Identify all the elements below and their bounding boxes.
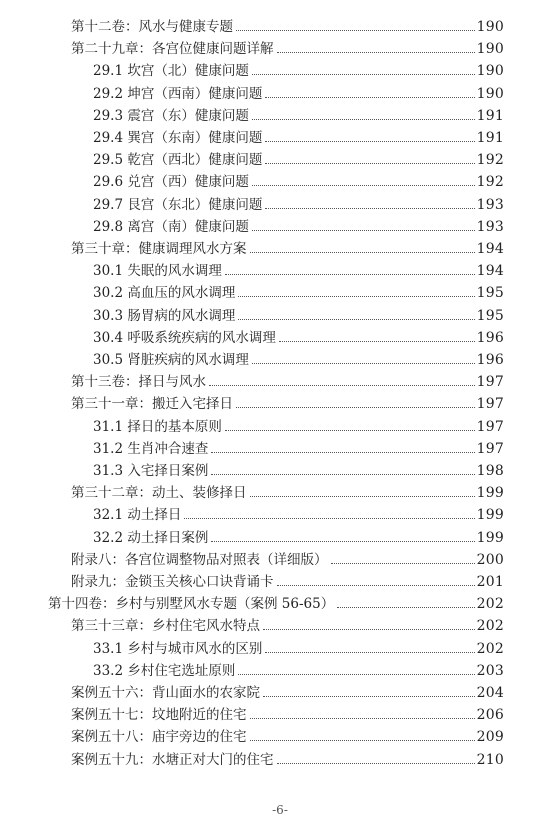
toc-entry[interactable] — [93, 436, 504, 458]
dot-leader — [252, 230, 475, 231]
toc-entry-page: 194 — [476, 263, 504, 280]
toc-entry-page: 190 — [476, 63, 504, 80]
dot-leader — [238, 674, 474, 675]
dot-leader — [236, 30, 475, 31]
toc-entry-page: 197 — [476, 440, 504, 457]
toc-entry-title: 第三十二章：动土、装修择日 — [71, 485, 247, 502]
toc-entry[interactable] — [93, 58, 504, 80]
dot-leader — [184, 518, 474, 519]
toc-entry[interactable] — [93, 325, 504, 347]
toc-entry[interactable] — [71, 547, 504, 569]
toc-entry-title: 30.1 失眠的风水调理 — [93, 263, 222, 280]
dot-leader — [250, 496, 475, 497]
toc-entry-title: 案例五十九：水塘正对大门的住宅 — [71, 751, 274, 768]
toc-entry[interactable] — [48, 591, 504, 613]
toc-entry[interactable] — [71, 569, 504, 591]
toc-entry-title: 29.2 坤宫（西南）健康问题 — [93, 85, 263, 102]
dot-leader — [250, 718, 475, 719]
toc-entry-page: 190 — [476, 19, 504, 35]
dot-leader — [265, 163, 474, 164]
toc-entry-title: 第三十三章：乡村住宅风水特点 — [71, 618, 260, 635]
dot-leader — [265, 652, 474, 653]
toc-entry-page: 199 — [476, 485, 504, 502]
toc-entry-title: 30.4 呼吸系统疾病的风水调理 — [93, 329, 276, 346]
toc-entry[interactable] — [93, 214, 504, 236]
toc-entry[interactable] — [93, 502, 504, 524]
toc-entry-page: 194 — [476, 241, 504, 257]
toc-entry-page: 193 — [476, 218, 504, 235]
toc-entry-title: 案例五十六：背山面水的农家院 — [71, 685, 260, 701]
toc-entry-title: 30.5 肾脏疾病的风水调理 — [93, 352, 249, 368]
dot-leader — [238, 296, 474, 297]
toc-entry[interactable] — [71, 747, 504, 769]
dot-leader — [331, 563, 475, 564]
toc-entry-title: 32.1 动土择日 — [93, 507, 182, 524]
dot-leader — [211, 474, 474, 475]
toc-entry-title: 案例五十七：坟地附近的住宅 — [71, 707, 247, 724]
toc-entry-page: 202 — [476, 618, 504, 635]
toc-entry-page: 196 — [476, 329, 504, 346]
dot-leader — [250, 740, 475, 741]
toc-entry-title: 29.1 坎宫（北）健康问题 — [93, 63, 249, 80]
toc-entry[interactable] — [93, 347, 504, 369]
toc-entry-page: 199 — [476, 529, 504, 546]
toc-entry-page: 191 — [476, 130, 504, 146]
dot-leader — [211, 541, 474, 542]
toc-entry-title: 第十四卷：乡村与别墅风水专题（案例 56-65） — [48, 596, 335, 613]
toc-entry-page: 196 — [476, 352, 504, 368]
toc-entry[interactable] — [71, 680, 504, 702]
toc-entry[interactable] — [93, 258, 504, 280]
toc-entry-title: 29.7 艮宫（东北）健康问题 — [93, 196, 263, 213]
toc-entry-page: 200 — [476, 551, 504, 568]
toc-entry-title: 30.2 高血压的风水调理 — [93, 285, 236, 302]
toc-entry[interactable] — [93, 636, 504, 658]
toc-entry-title: 第三十章：健康调理风水方案 — [71, 241, 247, 257]
dot-leader — [238, 319, 474, 320]
toc-entry[interactable] — [93, 81, 504, 103]
toc-entry-title: 29.3 震宫（东）健康问题 — [93, 107, 249, 124]
toc-entry-page: 190 — [476, 41, 504, 58]
toc-entry-title: 31.3 入宅择日案例 — [93, 463, 209, 479]
dot-leader — [263, 629, 475, 630]
toc-entry[interactable] — [93, 658, 504, 680]
dot-leader — [211, 452, 474, 453]
toc-entry-title: 32.2 动土择日案例 — [93, 529, 209, 546]
toc-entry-page: 206 — [476, 707, 504, 724]
toc-entry[interactable] — [71, 702, 504, 724]
toc-entry[interactable] — [71, 236, 504, 258]
toc-entry-title: 第二十九章：各宫位健康问题详解 — [71, 41, 274, 58]
toc-entry-title: 第十二卷：风水与健康专题 — [71, 19, 233, 35]
toc-entry[interactable] — [93, 303, 504, 325]
toc-entry-title: 30.3 肠胃病的风水调理 — [93, 307, 236, 324]
toc-entry[interactable] — [93, 414, 504, 436]
toc-entry-title: 附录八：各宫位调整物品对照表（详细版） — [71, 551, 328, 568]
dot-leader — [277, 763, 475, 764]
toc-entry-page: 198 — [476, 463, 504, 479]
toc-entry-title: 31.2 生肖冲合速查 — [93, 440, 209, 457]
toc-entry-page: 202 — [476, 640, 504, 657]
toc-entry[interactable] — [71, 369, 504, 391]
toc-entry[interactable] — [71, 391, 504, 413]
dot-leader — [337, 607, 474, 608]
dot-leader — [265, 141, 474, 142]
toc-entry[interactable] — [71, 14, 504, 36]
toc-entry-title: 案例五十八：庙宇旁边的住宅 — [71, 729, 247, 746]
toc-entry-page: 197 — [476, 396, 504, 413]
toc-entry[interactable] — [93, 147, 504, 169]
dot-leader — [277, 585, 475, 586]
toc-entry-title: 33.1 乡村与城市风水的区别 — [93, 640, 263, 657]
toc-entry-page: 197 — [476, 418, 504, 435]
dot-leader — [279, 341, 475, 342]
dot-leader — [252, 363, 475, 364]
dot-leader — [265, 208, 474, 209]
toc-entry-page: 195 — [476, 285, 504, 302]
toc-entry[interactable] — [93, 169, 504, 191]
toc-entry-page: 199 — [476, 507, 504, 524]
toc-entry-page: 193 — [476, 196, 504, 213]
toc-entry-page: 195 — [476, 307, 504, 324]
toc-entry[interactable] — [71, 480, 504, 502]
toc-entry[interactable] — [71, 613, 504, 635]
toc-entry-page: 204 — [476, 685, 504, 701]
toc-entry-title: 附录九：金锁玉关核心口诀背诵卡 — [71, 574, 274, 590]
dot-leader — [277, 52, 475, 53]
toc-entry-title: 第三十一章：搬迁入宅择日 — [71, 396, 233, 413]
toc-entry-page: 202 — [476, 596, 504, 613]
dot-leader — [250, 252, 475, 253]
dot-leader — [225, 430, 475, 431]
toc-entry-page: 197 — [476, 374, 504, 391]
dot-leader — [265, 97, 474, 98]
toc-entry-title: 第十三卷：择日与风水 — [71, 374, 206, 391]
toc-entry-title: 29.8 离宫（南）健康问题 — [93, 218, 249, 235]
toc-entry-page: 210 — [476, 751, 504, 768]
toc-entry-page: 203 — [476, 662, 504, 679]
toc-entry[interactable] — [71, 724, 504, 746]
toc-entry[interactable] — [93, 192, 504, 214]
toc-entry-page: 190 — [476, 85, 504, 102]
toc-entry[interactable] — [93, 458, 504, 480]
toc-entry[interactable] — [93, 103, 504, 125]
toc-entry[interactable] — [93, 525, 504, 547]
toc-entry-title: 29.6 兑宫（西）健康问题 — [93, 174, 249, 191]
toc-entry-page: 192 — [476, 174, 504, 191]
toc-entry-page: 201 — [476, 574, 504, 590]
toc-entry-page: 192 — [476, 152, 504, 169]
page-number: -6- — [272, 803, 288, 817]
dot-leader — [236, 407, 475, 408]
dot-leader — [263, 696, 475, 697]
toc-entry-title: 29.4 巽宫（东南）健康问题 — [93, 130, 263, 146]
toc-entry-page: 191 — [476, 107, 504, 124]
dot-leader — [252, 119, 475, 120]
dot-leader — [252, 185, 475, 186]
toc-entry[interactable] — [71, 36, 504, 58]
toc-entry[interactable] — [93, 280, 504, 302]
dot-leader — [209, 385, 475, 386]
toc-entry-title: 33.2 乡村住宅选址原则 — [93, 662, 236, 679]
dot-leader — [252, 74, 475, 75]
toc-entry[interactable] — [93, 125, 504, 147]
toc-entry-page: 209 — [476, 729, 504, 746]
dot-leader — [225, 274, 475, 275]
toc-entry-title: 31.1 择日的基本原则 — [93, 418, 222, 435]
toc-entry-title: 29.5 乾宫（西北）健康问题 — [93, 152, 263, 169]
